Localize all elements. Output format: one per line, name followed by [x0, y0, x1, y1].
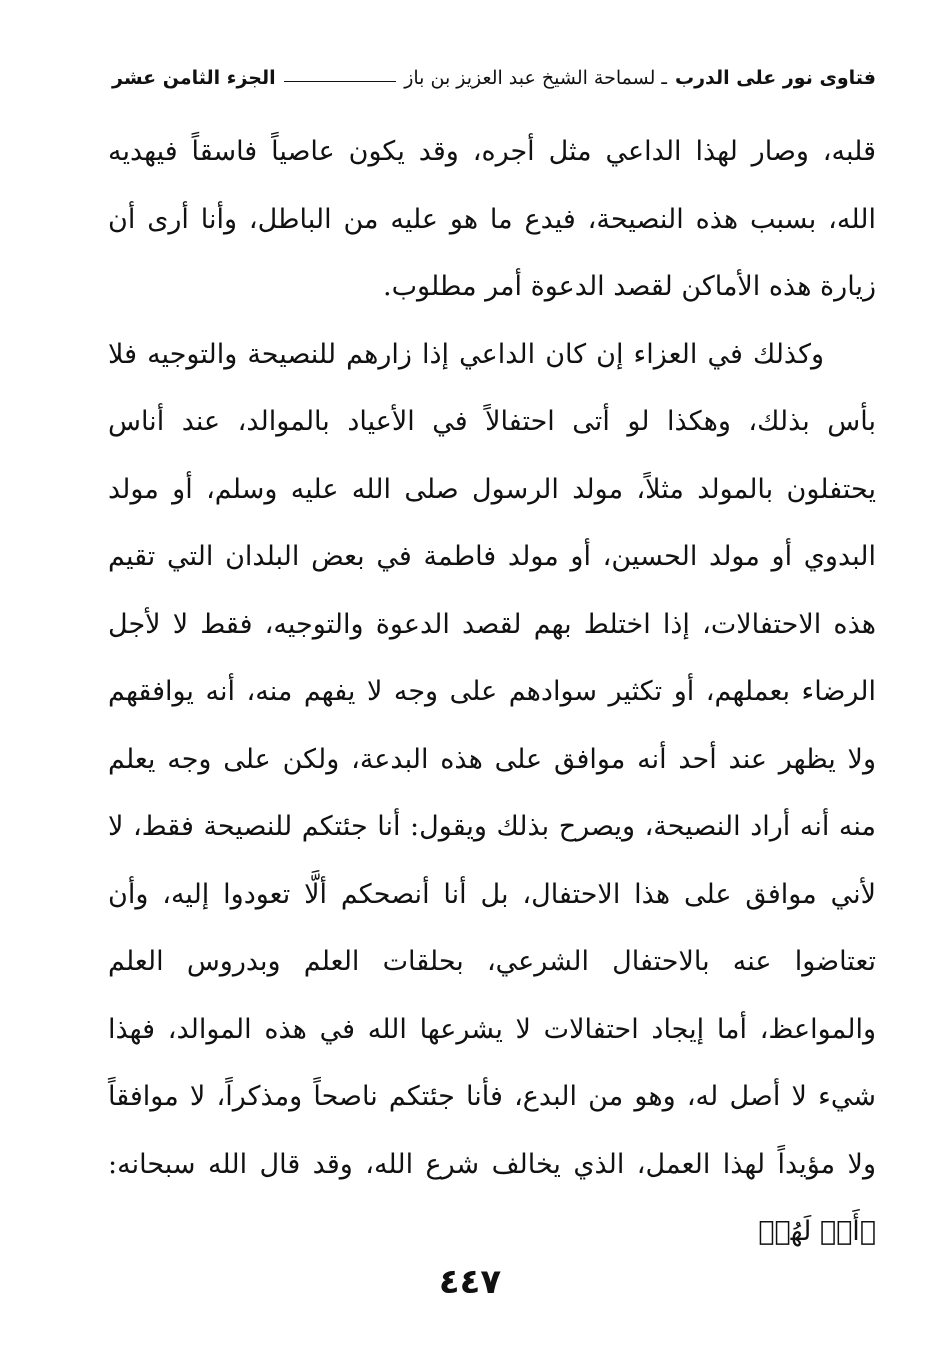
header-rule: [284, 81, 397, 82]
paragraph-continued: قلبه، وصار لهذا الداعي مثل أجره، وقد يكون عاصياً فاسقاً فيهديه الله، بسبب هذه النصيحة، فيدع ما هو عليه من الباطل، وأنا أرى أن زيارة هذه الأماكن لقصد الدعوة أمر مطلوب.: [108, 136, 876, 302]
book-title: فتاوى نور على الدرب: [675, 67, 876, 89]
author-name: ـ لسماحة الشيخ عبد العزيز بن باز: [404, 67, 667, 89]
paragraph-main: وكذلك في العزاء إن كان الداعي إذا زارهم للنصيحة والتوجيه فلا بأس بذلك، وهكذا لو أتى احتفالاً في الأعياد بالموالد، عند أناس يحتفلون بالمولد مثلاً، مولد الرسول صلى الله عليه وسلم، أو مولد البدوي أو مولد الحسين، أو مولد فاطمة في بعض البلدان التي تقيم هذه الاحتفالات، إذا اختلط بهم لقصد الدعوة والتوجيه، فقط لا لأجل الرضاء بعملهم، أو تكثير سوادهم على وجه لا يفهم منه، أنه يوافقهم ولا يظهر عند أحد أنه موافق على هذه البدعة، ولكن على وجه يعلم منه أنه أراد النصيحة، ويصرح بذلك ويقول: أنا جئتكم للنصيحة فقط، لا لأني موافق على هذا الاحتفال، بل أنا أنصحكم ألَّا تعودوا إليه، وأن تعتاضوا عنه بالاحتفال الشرعي، بحلقات العلم وبدروس العلم والمواعظ، أما إيجاد احتفالات لا يشرعها الله في هذه الموالد، فهذا شيء لا أصل له، وهو من البدع، فأنا جئتكم ناصحاً ومذكراً، لا موافقاً ولا مؤيداً لهذا العمل، الذي يخالف شرع الله، وقد قال الله سبحانه: ﴿أَمۡ لَهُمۡ: [108, 338, 876, 1247]
running-header: [112, 58, 876, 98]
volume-part: الجزء الثامن عشر: [112, 67, 276, 89]
body-text: [108, 118, 876, 1266]
page-number: ٤٤٧: [438, 1262, 502, 1302]
